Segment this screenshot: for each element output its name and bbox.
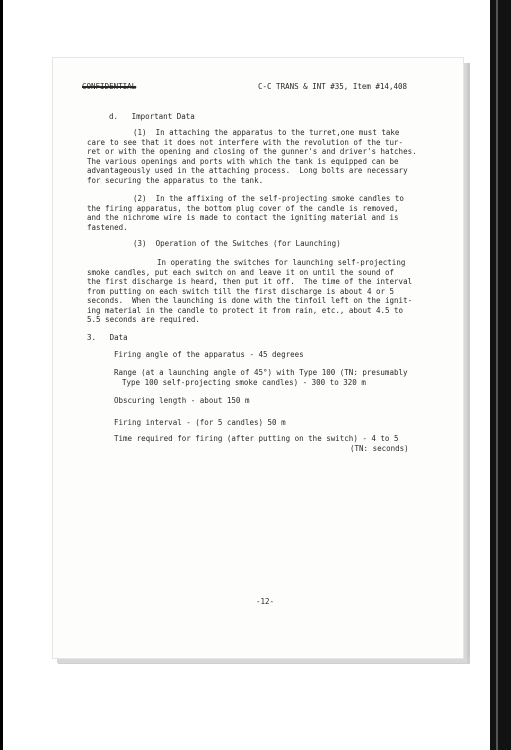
data-firing-interval: Firing interval - (for 5 candles) 50 m	[114, 418, 286, 427]
page-number: -12-	[256, 597, 275, 606]
document-reference: C-C TRANS & INT #35, Item #14,408	[258, 82, 408, 91]
paragraph-1-line: The various openings and ports with which the tank is equipped can be	[87, 156, 399, 166]
paragraph-1-line: care to see that it does not interfere with the revolution of the tur-	[87, 137, 404, 147]
paragraph-2-line: fastened.	[87, 222, 128, 232]
paragraph-1-line: (1) In attaching the apparatus to the turret,one must take	[133, 128, 400, 137]
section-3-heading: 3. Data	[87, 333, 128, 342]
paragraph-3-line: ing material in the candle to protect it from rain, etc., about 4.5 to	[87, 305, 404, 315]
paragraph-1-line: for securing the apparatus to the tank.	[87, 175, 264, 185]
paragraph-3-heading: (3) Operation of the Switches (for Launching)	[133, 239, 341, 248]
data-firing-angle: Firing angle of the apparatus - 45 degrees	[114, 350, 304, 359]
section-d-heading: d. Important Data	[109, 112, 195, 121]
paragraph-2-line: the firing apparatus, the bottom plug cover of the candle is removed,	[87, 203, 399, 213]
data-range-line: Range (at a launching angle of 45°) with Type 100 (TN: presumably	[114, 368, 408, 377]
paragraph-2	[87, 194, 404, 232]
data-time-line: (TN: seconds)	[350, 443, 409, 453]
paragraph-1-line: ret or with the opening and closing of the gunner's and driver's hatches.	[87, 147, 417, 156]
data-time-line: Time required for firing (after putting on the switch) - 4 to 5	[114, 434, 399, 443]
paragraph-3	[87, 258, 412, 325]
scan-border-right	[490, 0, 511, 750]
paragraph-3-line: the first discharge is heard, then put it off. The time of the interval	[87, 277, 413, 286]
page-shadow-right	[463, 63, 470, 661]
data-range-line: Type 100 self-projecting smoke candles) - 300 to 320 m	[122, 377, 366, 387]
paragraph-3-line: seconds. When the launching is done with the tinfoil left on the ignit-	[87, 296, 413, 305]
paragraph-3-line: from putting on each switch till the first discharge is about 4 or 5	[87, 286, 395, 296]
data-range	[114, 368, 408, 387]
paragraph-3-line: 5.5 seconds are required.	[87, 315, 200, 324]
paragraph-3-line: In operating the switches for launching self-projecting	[157, 258, 406, 267]
classification-marking: CONFIDENTIAL	[82, 82, 137, 91]
paragraph-1-line: advantageously used in the attaching process. Long bolts are necessary	[87, 166, 408, 175]
data-obscuring-length: Obscuring length - about 150 m	[114, 396, 250, 405]
paragraph-2-line: and the nichrome wire is made to contact the igniting material and is	[87, 213, 399, 222]
paragraph-3-line: smoke candles, put each switch on and leave it on until the sound of	[87, 267, 395, 277]
scan-border-left	[0, 0, 3, 750]
data-time-required	[114, 434, 409, 453]
page-shadow-bottom	[58, 658, 470, 664]
paragraph-2-line: (2) In the affixing of the self-projecting smoke candles to	[133, 194, 404, 203]
paragraph-1	[87, 128, 417, 185]
